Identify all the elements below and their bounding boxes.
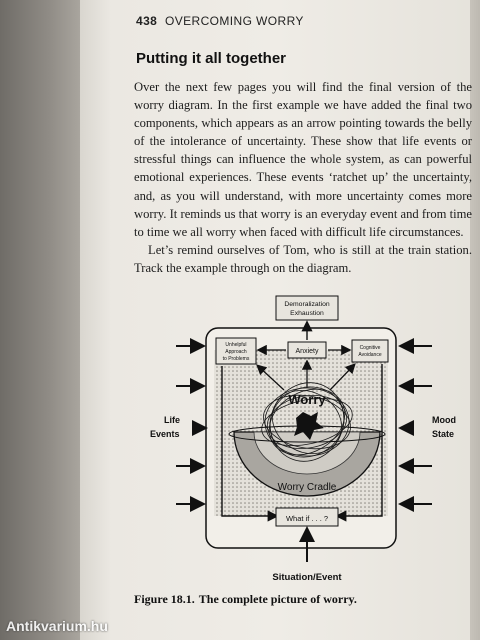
what-if-label: What if . . . ? — [285, 514, 329, 523]
anxiety-label: Anxiety — [295, 348, 319, 355]
watermark-logo: Antikvarium.hu — [6, 618, 108, 634]
book-gutter-shadow — [0, 0, 80, 640]
situation-event-label: Situation/Event — [272, 572, 342, 583]
worry-diagram-svg — [150, 290, 456, 590]
body-text — [134, 78, 472, 277]
figure-caption-text: The complete picture of worry. — [198, 592, 357, 606]
page-number: 438 — [136, 14, 158, 28]
figure-number: Figure 18.1. — [134, 592, 195, 606]
unhelpful-label-3: to Problems — [222, 356, 250, 362]
state-label: State — [432, 429, 455, 439]
exhaustion-label: Exhaustion — [290, 310, 324, 317]
cognitive-avoidance-box — [352, 340, 388, 362]
worry-diagram — [150, 290, 456, 590]
running-head — [136, 14, 304, 28]
unhelpful-label-1: Unhelpful — [225, 342, 247, 348]
mood-state-arrows — [402, 346, 432, 504]
unhelpful-label-2: Approach — [225, 349, 247, 355]
events-label: Events — [150, 429, 180, 439]
worry-label: Worry — [288, 392, 326, 407]
figure-caption — [134, 592, 357, 607]
running-head-title: OVERCOMING WORRY — [164, 14, 304, 28]
life-events-arrows — [176, 346, 202, 504]
worry-cradle-label: Worry Cradle — [277, 482, 337, 493]
cognitive-label-1: Cognitive — [359, 345, 381, 351]
paragraph: Over the next few pages you will find the final version of the worry diagram. In the first example we have added the final two components, which appears as an arrow pointing towards the belly of the intolerance of uncertainty. These show that life events or stressful things can influence the whole system, as can powerful emotional experiences. These events ‘ratchet up’ the uncertainty, and, as you will understand, with more uncertainty comes more worry. It reminds us that worry is an everyday event and from time to time we all worry when faced with difficult life circumstances. — [134, 80, 472, 239]
life-label: Life — [164, 415, 181, 425]
section-heading: Putting it all together — [136, 50, 286, 67]
paragraph: Let’s remind ourselves of Tom, who is still at the train station. Track the example through on the diagram. — [134, 242, 472, 275]
demoralization-label: Demoralization — [284, 301, 330, 308]
mood-label: Mood — [432, 415, 456, 425]
cognitive-label-2: Avoidance — [358, 352, 382, 358]
